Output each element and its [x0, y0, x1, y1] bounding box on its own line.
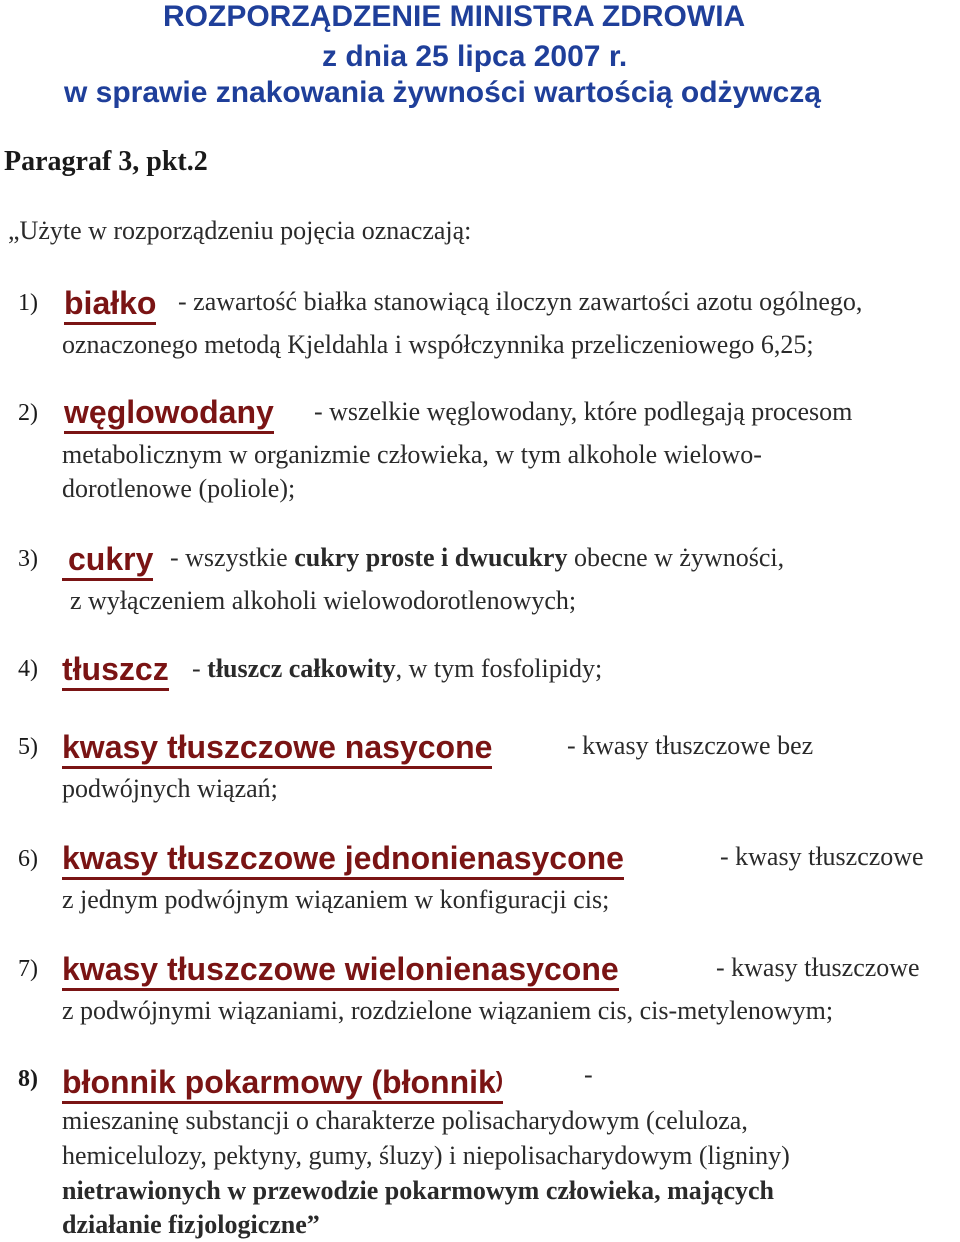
term-tluszcz: tłuszcz [62, 651, 169, 691]
item-number: 4) [18, 656, 38, 682]
item-number: 5) [18, 734, 38, 760]
definition-line: - kwasy tłuszczowe [720, 842, 924, 871]
definition-line: hemicelulozy, pektyny, gumy, śluzy) i niepolisacharydowym (ligniny) [62, 1141, 790, 1170]
item-number: 3) [18, 546, 38, 572]
definition-line: z wyłączeniem alkoholi wielowodorotlenowych; [70, 586, 577, 615]
title-line-1: ROZPORZĄDZENIE MINISTRA ZDROWIA [163, 0, 746, 33]
definition-line: z jednym podwójnym wiązaniem w konfiguracji cis; [62, 885, 610, 914]
definition-line: metabolicznym w organizmie człowieka, w tym alkohole wielowo- [62, 440, 762, 469]
definition-line: nietrawionych w przewodzie pokarmowym człowieka, mających [62, 1176, 774, 1205]
item-number: 6) [18, 846, 38, 872]
item-number: 1) [18, 290, 38, 316]
term-bialko: białko [64, 285, 156, 325]
definition-line: - tłuszcz całkowity, w tym fosfolipidy; [192, 654, 603, 683]
definition-line: działanie fizjologiczne” [62, 1210, 320, 1239]
definition-line: z podwójnymi wiązaniami, rozdzielone wiązaniem cis, cis-metylenowym; [62, 996, 834, 1025]
definition-line: mieszaninę substancji o charakterze polisacharydowym (celuloza, [62, 1106, 748, 1135]
definition-line: oznaczonego metodą Kjeldahla i współczynnika przeliczeniowego 6,25; [62, 330, 814, 359]
definition-line: - zawartość białka stanowiącą iloczyn zawartości azotu ogólnego, [178, 287, 863, 316]
paragraph-reference: Paragraf 3, pkt.2 [4, 146, 208, 177]
definition-line: - kwasy tłuszczowe bez [567, 731, 814, 760]
definition-line: podwójnych wiązań; [62, 774, 278, 803]
definition-dash: - [584, 1060, 593, 1089]
term-cukry: cukry [62, 541, 153, 581]
definition-line: - wszelkie węglowodany, które podlegają procesom [314, 397, 853, 426]
title-line-3: w sprawie znakowania żywności wartością odżywczą [64, 76, 821, 109]
definition-line: - wszystkie cukry proste i dwucukry obecne w żywności, [170, 543, 785, 572]
title-line-2: z dnia 25 lipca 2007 r. [322, 40, 628, 73]
term-kwasy-jednonienasycone: kwasy tłuszczowe jednonienasycone [62, 840, 624, 880]
definition-line: - kwasy tłuszczowe [716, 953, 920, 982]
term-blonnik: błonnik pokarmowy (błonnik) [62, 1062, 503, 1104]
item-number: 7) [18, 956, 38, 982]
term-weglowodany: węglowodany [64, 394, 274, 434]
term-kwasy-nasycone: kwasy tłuszczowe nasycone [62, 729, 492, 769]
definition-line: dorotlenowe (poliole); [62, 474, 296, 503]
term-kwasy-wielonienasycone: kwasy tłuszczowe wielonienasycone [62, 951, 619, 991]
intro-text: „Użyte w rozporządzeniu pojęcia oznaczają: [8, 216, 472, 245]
item-number: 8) [18, 1066, 38, 1092]
item-number: 2) [18, 400, 38, 426]
